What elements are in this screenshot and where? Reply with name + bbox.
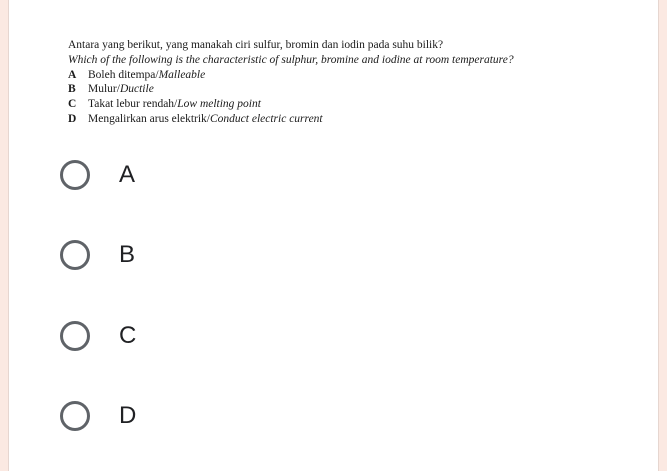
option-letter: A [68,68,77,81]
option-letter: C [68,98,77,111]
option-letter: B [68,83,76,96]
choice-label: C [119,322,137,349]
question-option-b [68,82,628,97]
option-malay: Boleh ditempa [88,68,156,81]
option-english: Conduct electric current [210,112,323,125]
radio-circle-icon[interactable] [60,160,90,190]
option-separator: / [155,68,159,81]
question-option-c [68,97,628,112]
option-english: Low melting point [177,98,261,111]
option-malay: Mulur [88,83,117,96]
option-separator: / [206,112,210,125]
radio-circle-icon[interactable] [60,401,90,431]
radio-circle-icon[interactable] [60,240,90,270]
question-english: Which of the following is the characteristic of sulphur, bromine and iodine at room temperature? [68,53,514,66]
choice-label: D [119,402,137,429]
radio-circle-icon[interactable] [60,321,90,351]
option-english: Malleable [158,68,206,81]
option-english: Ductile [119,83,154,96]
choice-label: A [119,161,136,188]
choice-b[interactable] [59,235,259,275]
question-option-a [68,68,628,83]
option-letter: D [68,112,77,125]
option-malay: Mengalirkan arus elektrik [88,112,207,125]
question-malay: Antara yang berikut, yang manakah ciri sulfur, bromin dan iodin pada suhu bilik? [68,39,444,51]
option-separator: / [174,98,178,111]
choice-d[interactable] [59,396,259,436]
question-option-d [68,112,628,127]
question-card [8,0,659,471]
choice-a[interactable] [59,155,259,195]
question-text [68,38,628,127]
choice-c[interactable] [59,316,259,356]
choice-label: B [119,241,136,268]
option-malay: Takat lebur rendah [88,98,175,111]
option-separator: / [116,83,120,96]
